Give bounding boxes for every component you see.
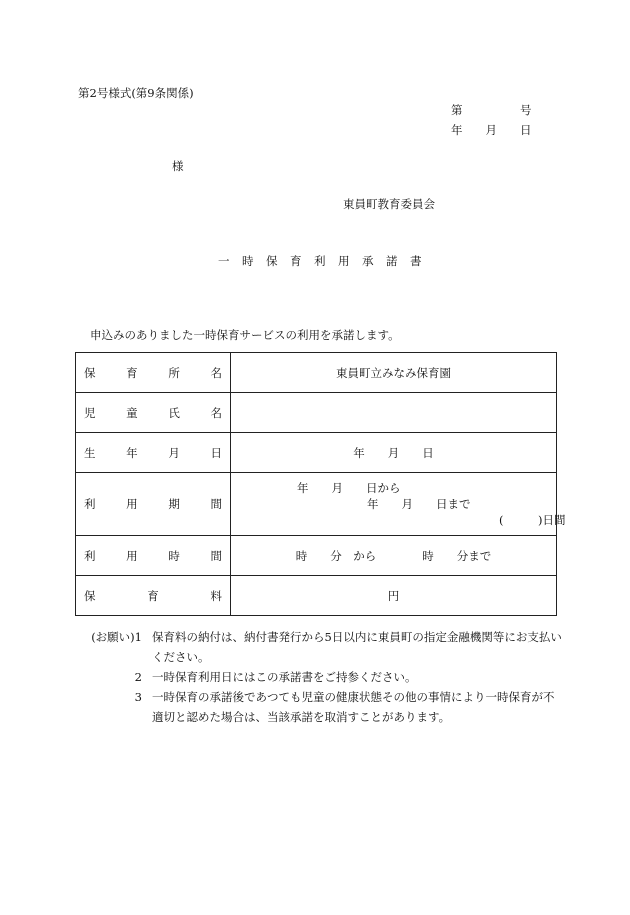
document-number: 第 号	[451, 103, 532, 117]
birth-label	[76, 433, 231, 473]
facility-label	[76, 353, 231, 393]
time-value: 時 分 から 時 分まで	[231, 536, 557, 576]
fee-row	[76, 576, 557, 616]
intro-text: 申込みのありました一時保育サービスの利用を承諾します。	[90, 328, 400, 342]
form-number: 第2号様式(第9条関係)	[78, 86, 194, 100]
child-name-value	[231, 393, 557, 433]
period-label	[76, 473, 231, 536]
title-char: 利	[314, 254, 326, 268]
label-char: 料	[210, 588, 222, 603]
label-char: 間	[210, 548, 222, 563]
note-text: 一時保育利用日にはこの承諾書をご持参ください。	[152, 670, 417, 684]
child-label	[76, 393, 231, 433]
label-char: 名	[210, 365, 222, 380]
title-char: 書	[410, 254, 422, 268]
notes-section	[78, 627, 562, 727]
document-date: 年 月 日	[451, 123, 532, 137]
title-char: 承	[362, 254, 374, 268]
note-item	[78, 627, 562, 667]
title-char: 用	[338, 254, 350, 268]
birth-date-value: 年 月 日	[231, 433, 557, 473]
label-char: 用	[126, 548, 138, 563]
label-char: 日	[210, 445, 222, 460]
label-char: 年	[126, 445, 138, 460]
notes-prefix: (お願い)	[91, 630, 135, 644]
note-number: 2	[134, 670, 142, 684]
issuer-name: 東員町教育委員会	[343, 197, 435, 211]
label-char: 児	[84, 405, 96, 420]
label-char: 育	[147, 588, 159, 603]
note-item	[78, 667, 562, 687]
fee-label	[76, 576, 231, 616]
period-row	[76, 473, 557, 536]
approval-table	[75, 352, 566, 616]
facility-value: 東員町立みなみ保育園	[231, 353, 557, 393]
document-title	[218, 256, 434, 268]
title-char: 保	[266, 254, 278, 268]
label-char: 生	[84, 445, 96, 460]
note-text: 一時保育の承諾後であつても児童の健康状態その他の事情により一時保育が不適切と認めた場合は、当該承諾を取消すことがあります。	[152, 690, 555, 724]
title-char: 育	[290, 254, 302, 268]
note-number: 3	[134, 690, 142, 704]
label-char: 期	[168, 497, 180, 511]
recipient-honorific: 様	[172, 159, 184, 173]
time-row	[76, 536, 557, 576]
label-char: 保	[84, 588, 96, 603]
child-row	[76, 393, 557, 433]
title-char: 一	[218, 254, 230, 268]
note-text: 保育料の納付は、納付書発行から5日以内に東員町の指定金融機関等にお支払いください。	[152, 630, 562, 664]
label-char: 利	[84, 548, 96, 563]
period-from: 年 月 日から	[297, 481, 401, 495]
label-char: 名	[210, 405, 222, 420]
title-char: 時	[242, 254, 254, 268]
birth-row	[76, 433, 557, 473]
label-char: 用	[126, 497, 138, 511]
note-item	[78, 687, 562, 727]
label-char: 間	[210, 497, 222, 511]
label-char: 童	[126, 405, 138, 420]
label-char: 氏	[168, 405, 180, 420]
label-char: 利	[84, 497, 96, 511]
period-days: ( )日間	[499, 513, 566, 527]
period-to: 年 月 日まで	[367, 497, 471, 511]
time-label	[76, 536, 231, 576]
label-char: 保	[84, 365, 96, 380]
label-char: 所	[168, 365, 180, 380]
note-number: 1	[134, 630, 142, 644]
fee-value: 円	[231, 576, 557, 616]
title-char: 諾	[386, 254, 398, 268]
label-char: 月	[168, 445, 180, 460]
facility-row	[76, 353, 557, 393]
label-char: 時	[168, 548, 180, 563]
label-char: 育	[126, 365, 138, 380]
period-value	[231, 473, 566, 536]
